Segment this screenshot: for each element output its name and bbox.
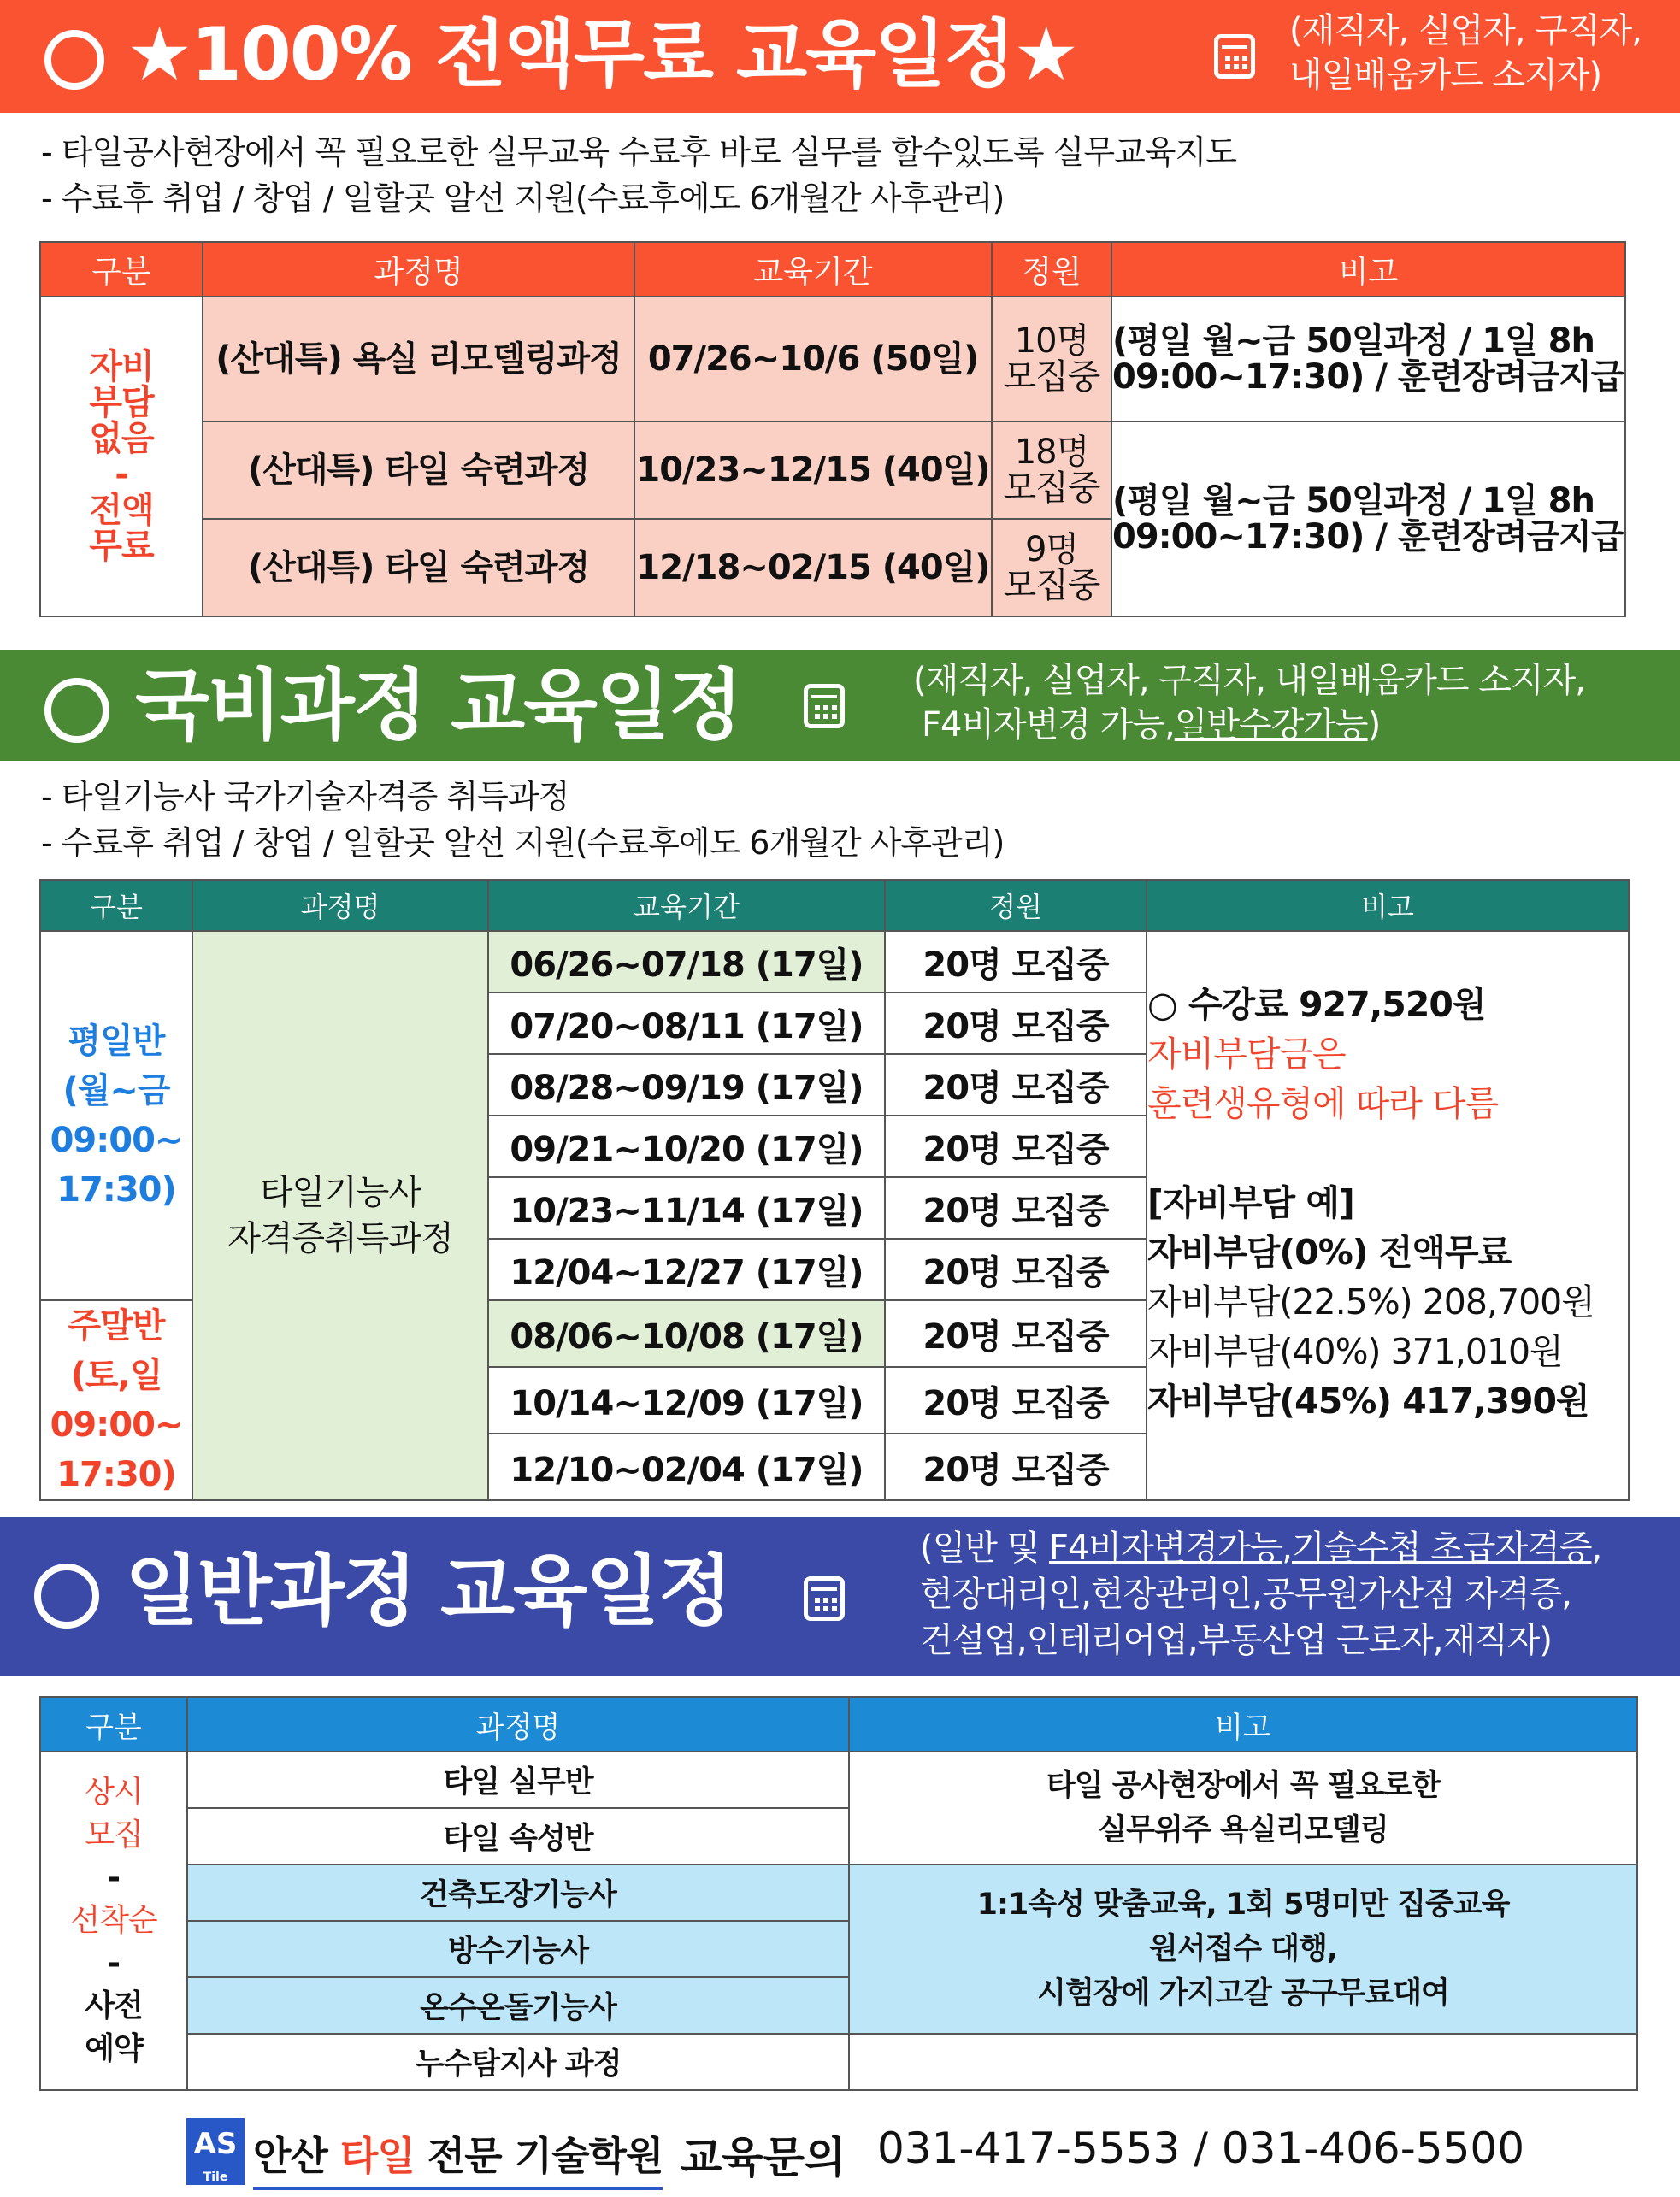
banner-title-text: 일반과정 교육일정 <box>125 1546 731 1636</box>
course-remark: 타일 공사현장에서 꼭 필요로한 실무위주 욕실리모델링 <box>849 1752 1637 1864</box>
header-period: 교육기간 <box>634 242 992 297</box>
free-course-title <box>44 12 1077 97</box>
course-name: 온수온돌기능사 <box>187 1977 849 2034</box>
national-course-target: (재직자, 실업자, 구직자, 내일배움카드 소지자, F4비자변경 가능,일반수강가능) <box>913 661 1585 745</box>
course-name: 방수기능사 <box>187 1921 849 1977</box>
capacity-cell: 20명 모집중 <box>885 1239 1147 1300</box>
header-remark: 비고 <box>1147 880 1629 931</box>
free-bullet-1: - 타일공사현장에서 꼭 필요로한 실무교육 수료후 바로 실무를 할수있도록 실무교육지도 <box>41 133 1236 171</box>
circle-icon <box>44 30 104 90</box>
general-course-table <box>39 1696 1638 2091</box>
banner-title-text: 국비과정 교육일정 <box>135 661 741 751</box>
banner-title-text: ★100% 전액무료 교육일정★ <box>127 12 1078 97</box>
period-cell: 12/04~12/27 (17일) <box>488 1239 885 1300</box>
capacity-cell: 20명 모집중 <box>885 1300 1147 1367</box>
course-capacity: 18명 모집중 <box>992 421 1111 519</box>
course-capacity: 10명 모집중 <box>992 297 1111 421</box>
national-bullet-1: - 타일기능사 국가기술자격증 취득과정 <box>41 778 569 816</box>
course-name: 건축도장기능사 <box>187 1864 849 1921</box>
header-course: 과정명 <box>203 242 634 297</box>
capacity-cell: 20명 모집중 <box>885 1367 1147 1434</box>
course-period: 12/18~02/15 (40일) <box>634 519 992 616</box>
period-cell: 07/20~08/11 (17일) <box>488 992 885 1054</box>
free-course-table <box>39 241 1626 617</box>
header-category: 구분 <box>40 242 203 297</box>
fee-remark: ○ 수강료 927,520원 자비부담금은 훈련생유형에 따라 다름 [자비부담 예] 자비부담(0%) 전액무료 자비부담(22.5%) 208,700원 자비부담(40%) 371,010원 자비부담(45%) 417,390원 <box>1147 931 1629 1500</box>
capacity-cell: 20명 모집중 <box>885 931 1147 992</box>
course-capacity: 9명 모집중 <box>992 519 1111 616</box>
weekend-class: 주말반 (토,일 09:00~ 17:30) <box>40 1300 192 1500</box>
capacity-cell: 20명 모집중 <box>885 1177 1147 1239</box>
course-remark: (평일 월~금 50일과정 / 1일 8h 09:00~17:30) / 훈련장려금지급 <box>1111 297 1625 421</box>
capacity-cell: 20명 모집중 <box>885 1116 1147 1177</box>
header-capacity: 정원 <box>885 880 1147 931</box>
national-course-title <box>44 662 741 751</box>
period-cell: 08/28~09/19 (17일) <box>488 1054 885 1116</box>
course-name: 타일 실무반 <box>187 1752 849 1808</box>
header-capacity: 정원 <box>992 242 1111 297</box>
header-course: 과정명 <box>187 1697 849 1752</box>
contact-phones[interactable]: 031-417-5553 / 031-406-5500 <box>877 2123 1525 2173</box>
capacity-cell: 20명 모집중 <box>885 1434 1147 1500</box>
free-bullet-2: - 수료후 취업 / 창업 / 일할곳 알선 지원(수료후에도 6개월간 사후관리) <box>41 180 1005 217</box>
capacity-cell: 20명 모집중 <box>885 1054 1147 1116</box>
circle-icon <box>44 678 109 743</box>
header-category: 구분 <box>40 1697 187 1752</box>
period-cell: 09/21~10/20 (17일) <box>488 1116 885 1177</box>
calendar-icon <box>804 684 845 728</box>
category-cell: 상시 모집 - 선착순 - 사전 예약 <box>40 1752 187 2090</box>
free-course-target: (재직자, 실업자, 구직자, 내일배움카드 소지자) <box>1289 11 1642 95</box>
calendar-icon <box>1214 34 1255 79</box>
general-course-banner <box>0 1517 1680 1676</box>
period-cell: 10/14~12/09 (17일) <box>488 1367 885 1434</box>
period-cell: 10/23~11/14 (17일) <box>488 1177 885 1239</box>
period-cell: 08/06~10/08 (17일) <box>488 1300 885 1367</box>
course-name: (산대특) 타일 숙련과정 <box>203 421 634 519</box>
capacity-cell: 20명 모집중 <box>885 992 1147 1054</box>
national-course-banner <box>0 650 1680 761</box>
course-name: (산대특) 욕실 리모델링과정 <box>203 297 634 421</box>
weekday-class: 평일반 (월~금 09:00~ 17:30) <box>40 931 192 1300</box>
course-remark: (평일 월~금 50일과정 / 1일 8h 09:00~17:30) / 훈련장려금지급 <box>1111 421 1625 616</box>
free-course-banner <box>0 0 1680 113</box>
header-remark: 비고 <box>1111 242 1625 297</box>
course-name: (산대특) 타일 숙련과정 <box>203 519 634 616</box>
contact-label: 교육문의 <box>681 2133 846 2182</box>
course-name: 타일기능사 자격증취득과정 <box>192 931 488 1500</box>
national-course-table <box>39 879 1630 1501</box>
period-cell: 06/26~07/18 (17일) <box>488 931 885 992</box>
course-remark: 1:1속성 맞춤교육, 1회 5명미만 집중교육 원서접수 대행, 시험장에 가지고갈 공구무료대여 <box>849 1864 1637 2034</box>
general-course-target: (일반 및 F4비자변경가능,기술수첩 초급자격증, 현장대리인,현장관리인,공무원가산점 자격증, 건설업,인테리어업,부동산업 근로자,재직자) <box>920 1528 1602 1660</box>
academy-name: 안산 타일 전문 기술학원 <box>253 2125 663 2190</box>
category-cell: 자비 부담 없음 - 전액 무료 <box>40 297 203 616</box>
circle-icon <box>34 1564 99 1629</box>
course-period: 07/26~10/6 (50일) <box>634 297 992 421</box>
course-name: 누수탐지사 과정 <box>187 2034 849 2090</box>
header-category: 구분 <box>40 880 192 931</box>
header-course: 과정명 <box>192 880 488 931</box>
academy-logo: AS Tile <box>186 2118 245 2185</box>
course-period: 10/23~12/15 (40일) <box>634 421 992 519</box>
header-period: 교육기간 <box>488 880 885 931</box>
header-remark: 비고 <box>849 1697 1637 1752</box>
national-bullet-2: - 수료후 취업 / 창업 / 일할곳 알선 지원(수료후에도 6개월간 사후관리) <box>41 824 1005 862</box>
course-remark-empty <box>849 2034 1637 2090</box>
calendar-icon <box>804 1576 845 1621</box>
period-cell: 12/10~02/04 (17일) <box>488 1434 885 1500</box>
course-name: 타일 속성반 <box>187 1808 849 1864</box>
general-course-title <box>34 1547 731 1636</box>
